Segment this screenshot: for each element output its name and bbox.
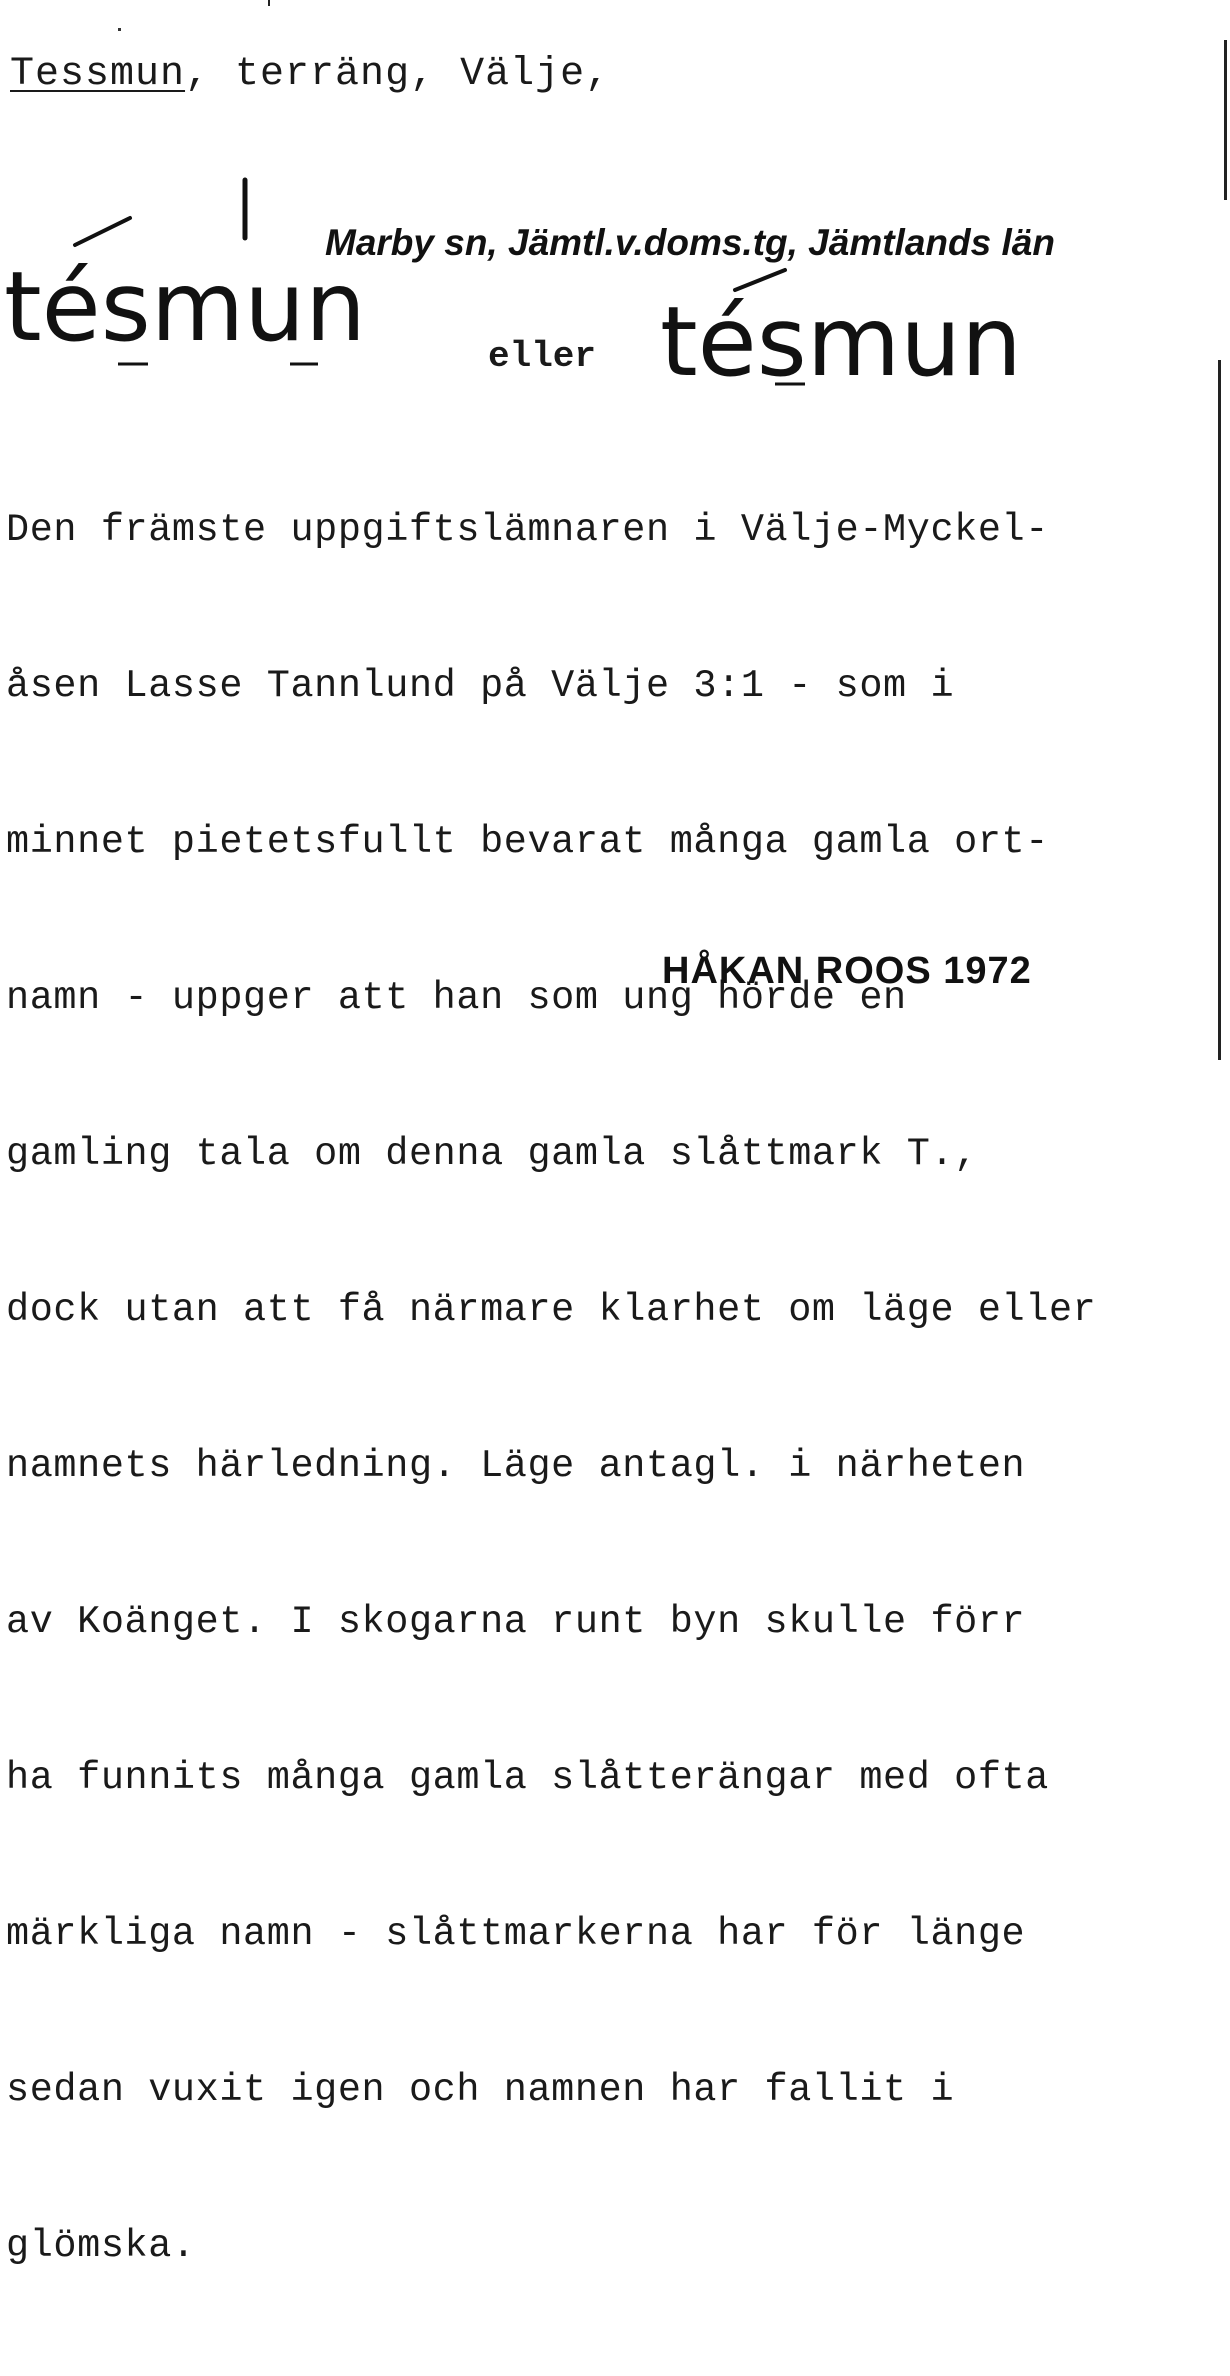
body-line: gamling tala om denna gamla slåttmark T., (6, 1132, 978, 1176)
body-line: namn - uppger att han som ung hörde en (6, 976, 907, 1020)
card-body (6, 400, 1216, 2376)
body-line: dock utan att få närmare klarhet om läge eller (6, 1288, 1097, 1332)
right-edge-line-bottom (1218, 360, 1221, 1060)
scan-speck (118, 28, 121, 31)
body-line: av Koänget. I skogarna runt byn skulle förr (6, 1600, 1026, 1644)
body-line: Den främste uppgiftslämnaren i Välje-Myckel- (6, 508, 1049, 552)
card-header (10, 52, 610, 97)
body-line: minnet pietetsfullt bevarat många gamla ort- (6, 820, 1049, 864)
parish-line: Marby sn, Jämtl.v.doms.tg, Jämtlands län (325, 222, 1055, 263)
body-line: ha funnits många gamla slåtterängar med ofta (6, 1756, 1049, 1800)
pronunciation-form-2: tésmun (660, 286, 1022, 398)
body-line: namnets härledning. Läge antagl. i närheten (6, 1444, 1026, 1488)
body-line: märkliga namn - slåttmarkerna har för länge (6, 1912, 1026, 1956)
pronunciation-connector: eller (488, 336, 597, 377)
top-edge-tick (268, 0, 270, 6)
signature: HÅKAN ROOS 1972 (662, 950, 1032, 992)
body-line: åsen Lasse Tannlund på Välje 3:1 - som i (6, 664, 955, 708)
pronunciation-form-1: tésmun (4, 251, 366, 363)
body-line: glömska. (6, 2224, 196, 2268)
headword: Tessmun (10, 52, 186, 97)
pronunciation-handwriting (0, 170, 1230, 400)
header-rest: , terräng, Välje, (185, 52, 611, 97)
accent-mark-1 (75, 218, 130, 245)
body-line: sedan vuxit igen och namnen har fallit i (6, 2068, 955, 2112)
